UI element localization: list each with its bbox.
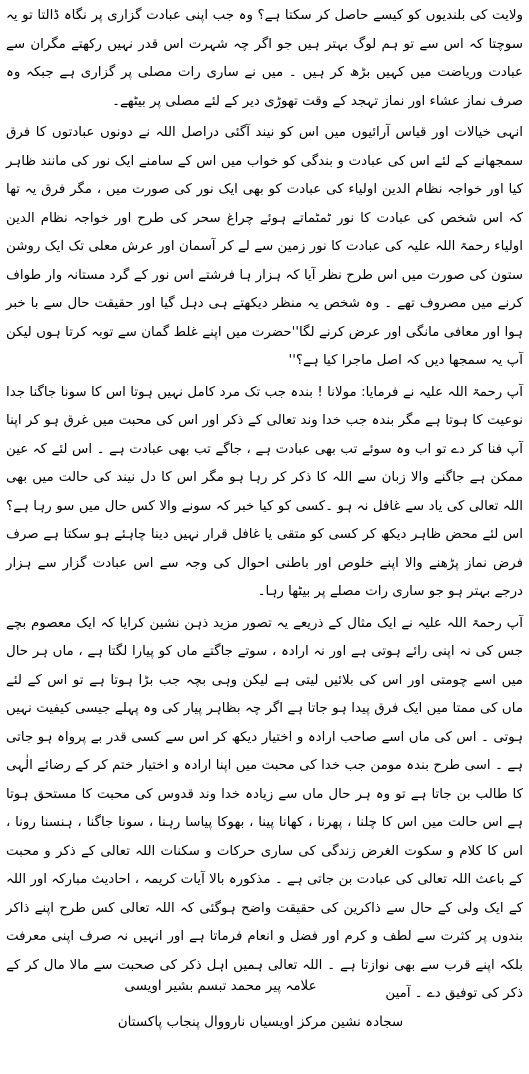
article-paragraph-2: انہی خیالات اور قیاس آرائیوں میں اس کو نیند آگئی دراصل اللہ نے دونوں عبادتوں کا فرق سمجھانے کے لئے اس کی عبادت و بندگی کو خواب میں اس کے سامنے ایک نور کی مانند ظاہر کیا اور خواجہ نظام الدین اولیاء کی عبادت کو بھی ایک نور کی صورت میں ، مگر فرق یہ تھا کہ اس شخص کی عبادت کا نور ٹمٹماتے ہوئے چراغ سحر کی طرح اور خواجہ نظام الدین اولیاء رحمۃ اللہ علیہ کی عبادت کا نور زمین سے لے کر آسمان اور عرش معلی تک ایک روشن ستون کی صورت میں اس طرح نظر آیا کہ ہزار ہا فرشتے اس نور کے گرد مستانہ وار طواف کرنے میں مصروف تھے ۔ وہ شخص یہ منظر دیکھتے ہی دہل گیا اور حقیقت حال سے با خبر ہوا اور معافی مانگی اور عرض کرنے لگا''حضرت میں اپنے غلط گمان سے توبہ کرتا ہوں لیکن آپ یہ سمجھا دیں کہ اصل ماجرا کیا ہے؟'' [6, 125, 523, 368]
signature-block [0, 968, 521, 1040]
author-title: سجادہ نشین مرکز اویسیاں نارووال پنجاب پاکستان [117, 1014, 404, 1030]
article-paragraph-4: آپ رحمۃ اللہ علیہ نے ایک مثال کے ذریعے یہ تصور مزید ذہن نشین کرایا کہ ایک معصوم بچے جس کی نہ اپنی رائے ہوتی ہے اور نہ ارادہ ، سوتے جاگتے ماں کو پیارا لگتا ہے ، ماں ہر حال میں اسے چومتی اور اس کی بلائیں لیتی ہے لیکن وہی بچہ جب بڑا ہوتا ہے تو اس کے لئے ماں کی ممتا میں ایک فرق پیدا ہو جاتا ہے اگر چہ بظاہر پیار کی وہ پہلے جیسی کیفیت نہیں ہوتی ۔ اس کی ماں اسے صاحب ارادہ و اختیار دیکھ کر اس سے کسی قدر بے پرواہ ہو جاتی ہے ۔ اسی طرح بندہ مومن جب خدا کی محبت میں اپنا ارادہ و اختیار ختم کر کے رضائے الٰہی کا طالب بن جاتا ہے تو وہ ہر حال ماں سے زیادہ خدا وند قدوس کی محبت کا مستحق ہوتا ہے اس حالت میں اس کا چلنا ، پھرنا ، کھانا پینا ، بھوکا پیاسا رہنا ، سونا جاگنا ، ہنسنا رونا ، اس کا کلام و سکوت الغرض زندگی کی ساری حرکات و سکنات اللہ تعالی کے ذکر و محبت کے باعث اللہ تعالی کی عبادت بن جاتی ہے ۔ مذکورہ بالا آیات کریمہ ، احادیث مبارکہ اور اللہ کے ایک ولی کے حال سے ذاکرین کی حقیقت واضح ہوگئی کہ اللہ تعالی کس طرح اپنے ذاکر بندوں پر کثرت سے لطف و کرم اور فضل و انعام فرماتا ہے اور انہیں نہ صرف اپنی معرفت بلکہ اپنے قرب سے بھی نوازتا ہے ۔ اللہ تعالی ہمیں اہل ذکر کی صحبت سے مالا مال کر کے ذکر کی توفیق دے ۔ آمین [6, 615, 523, 1001]
article-paragraph-3: آپ رحمۃ اللہ علیہ نے فرمایا: مولانا ! بندہ جب تک مرد کامل نہیں ہوتا اس کا سونا جاگنا جدا نوعیت کا ہوتا ہے مگر بندہ جب خدا وند تعالی کے ذکر اور اس کی محبت میں غرق ہو کر اپنا آپ فنا کر دے تو اب وہ سوئے تب بھی عبادت ہے ، جاگے تب بھی عبادت ہے ۔ اس لئے کہ عین ممکن ہے جاگنے والا زبان سے اللہ کا ذکر کر رہا ہو مگر اس کا دل نیند کی حالت میں بھی اللہ تعالی کی یاد سے غافل نہ ہو ۔کسی کو کیا خبر کہ سونے والا کس حال میں سو رہا ہے؟ اس لئے محض ظاہر دیکھ کر کسی کو متقی یا غافل قرار نہیں دینا چاہئے ہو سکتا ہے صرف فرض نماز پڑھنے والا اپنے خلوص اور باطنی احوال کی وجہ سے اس عبادت گزار سے ہزار درجے بہتر ہو جو ساری رات مصلے پر بیٹھا رہا۔ [6, 384, 523, 599]
author-name: علامہ پیر محمد تبسم بشیر اویسی [124, 978, 317, 994]
article-page [4, 2, 525, 1070]
article-paragraph-1: ولایت کی بلندیوں کو کیسے حاصل کر سکتا ہے؟ وہ جب اپنی عبادت گزاری پر نگاہ ڈالتا تو یہ سوچتا کہ اس سے تو ہم لوگ بہتر ہیں جو اگر چہ شہرت اس قدر نہیں رکھتے مگران سے عبادت وریاضت میں کہیں بڑھ کر ہیں ۔ میں نے ساری رات مصلی پر گزاری ہے جبکہ وہ صرف نماز عشاء اور نماز تہجد کے وقت تھوڑی دیر کے لئے مصلی پر بیٹھے۔ [6, 8, 523, 109]
